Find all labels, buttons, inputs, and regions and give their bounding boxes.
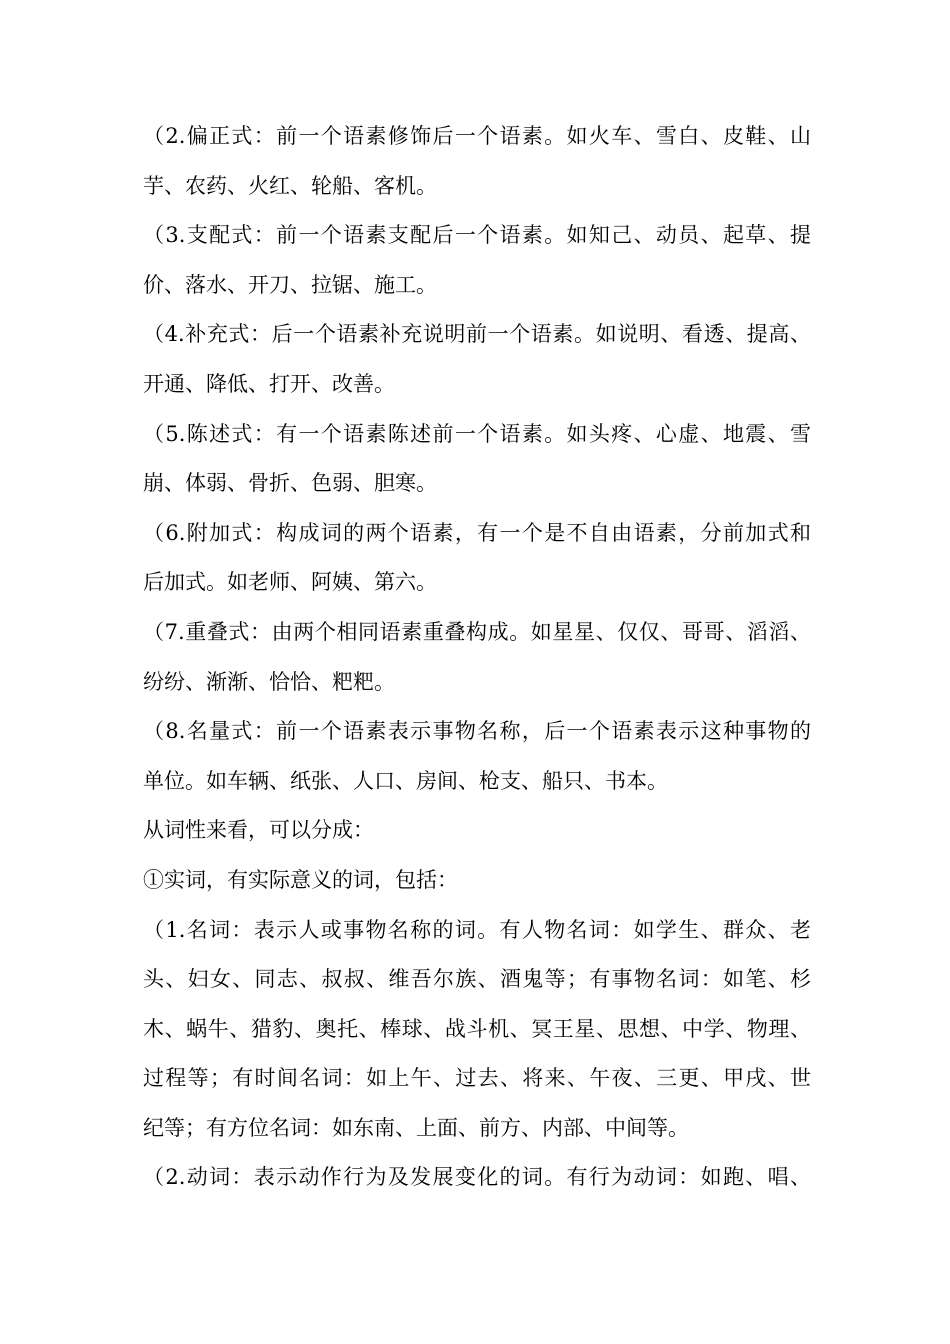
text-line: （4.补充式：后一个语素补充说明前一个语素。如说明、看透、提高、 [143, 322, 811, 347]
text-line: 单位。如车辆、纸张、人口、房间、枪支、船只、书本。 [143, 768, 668, 793]
text-line: 纪等；有方位名词：如东南、上面、前方、内部、中间等。 [143, 1115, 689, 1140]
text-line: 过程等；有时间名词：如上午、过去、将来、午夜、三更、甲戌、世 [143, 1066, 811, 1091]
text-line: 价、落水、开刀、拉锯、施工。 [143, 272, 437, 297]
document-body [143, 112, 811, 1203]
text-line: 崩、体弱、骨折、色弱、胆寒。 [143, 471, 437, 496]
text-line: （3.支配式：前一个语素支配后一个语素。如知己、动员、起草、提 [143, 223, 811, 248]
text-line: （6.附加式：构成词的两个语素，有一个是不自由语素，分前加式和 [143, 520, 811, 545]
text-line: ①实词，有实际意义的词，包括： [143, 867, 458, 892]
text-line: （7.重叠式：由两个相同语素重叠构成。如星星、仅仅、哥哥、滔滔、 [143, 619, 811, 644]
text-line: （2.动词：表示动作行为及发展变化的词。有行为动词：如跑、唱、 [143, 1165, 811, 1190]
text-line: 开通、降低、打开、改善。 [143, 371, 395, 396]
text-line: （8.名量式：前一个语素表示事物名称，后一个语素表示这种事物的 [143, 719, 811, 744]
text-line: （5.陈述式：有一个语素陈述前一个语素。如头疼、心虚、地震、雪 [143, 421, 811, 446]
text-line: 头、妇女、同志、叔叔、维吾尔族、酒鬼等；有事物名词：如笔、杉 [143, 967, 811, 992]
text-line: 纷纷、渐渐、恰恰、粑粑。 [143, 669, 395, 694]
text-line: （2.偏正式：前一个语素修饰后一个语素。如火车、雪白、皮鞋、山 [143, 124, 811, 148]
text-line: 从词性来看，可以分成： [143, 818, 374, 843]
text-line: 芋、农药、火红、轮船、客机。 [143, 173, 437, 198]
text-line: 后加式。如老师、阿姨、第六。 [143, 570, 437, 595]
text-line: 木、蜗牛、猎豹、奥托、棒球、战斗机、冥王星、思想、中学、物理、 [143, 1016, 811, 1041]
text-line: （1.名词：表示人或事物名称的词。有人物名词：如学生、群众、老 [143, 917, 811, 942]
